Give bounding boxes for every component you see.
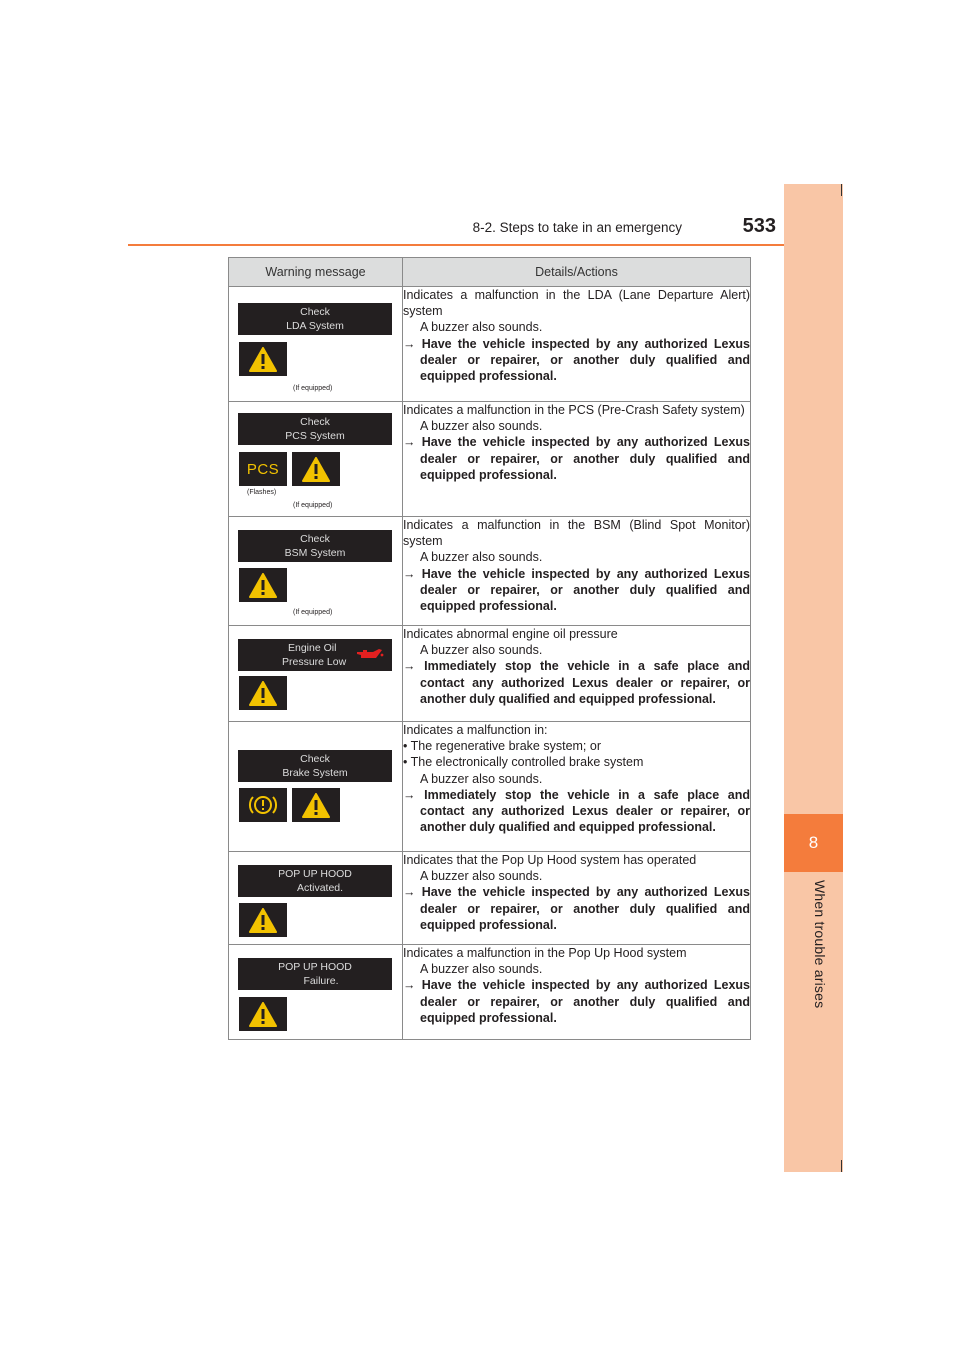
message-line: Check xyxy=(300,753,330,765)
column-header-warning-message: Warning message xyxy=(229,258,403,287)
message-line: Check xyxy=(300,533,330,545)
description-text: Indicates a malfunction in the PCS (Pre-Crash Safety system) xyxy=(403,403,745,417)
warning-triangle-icon xyxy=(239,997,287,1031)
warning-message-cell xyxy=(229,722,403,852)
buzzer-text: A buzzer also sounds. xyxy=(420,869,543,884)
action-text: → Immediately stop the vehicle in a safe place and contact any authorized Lexus dealer or repairer, or another duly qualified and equipped professional. xyxy=(403,787,750,835)
details-cell xyxy=(403,722,751,852)
action-text: → Have the vehicle inspected by any authorized Lexus dealer or repairer, or another duly qualified and equipped professional. xyxy=(403,336,750,384)
crop-mark-top xyxy=(841,184,842,196)
table-row xyxy=(229,287,751,402)
buzzer-text: A buzzer also sounds. xyxy=(420,419,543,434)
table-row xyxy=(229,626,751,722)
buzzer-text: A buzzer also sounds. xyxy=(420,771,543,786)
warning-triangle-icon xyxy=(292,788,340,822)
if-equipped-note: (If equipped) xyxy=(293,609,333,616)
buzzer-text: A buzzer also sounds. xyxy=(420,962,543,977)
action-text-body: Have the vehicle inspected by any authorized Lexus dealer or repairer, or another duly qualified and equipped professional. xyxy=(420,566,750,614)
warning-triangle-icon xyxy=(239,568,287,602)
warning-triangle-icon xyxy=(239,342,287,376)
page-number: 533 xyxy=(742,215,776,237)
warning-message-table xyxy=(228,257,751,1040)
action-text: → Have the vehicle inspected by any authorized Lexus dealer or repairer, or another duly qualified and equipped professional. xyxy=(403,885,750,932)
details-cell xyxy=(403,852,751,945)
details-cell xyxy=(403,287,751,402)
message-line: Brake System xyxy=(282,767,348,779)
action-text-body: Immediately stop the vehicle in a safe place and contact any authorized Lexus dealer or repairer, or another duly qualified and equipped professional. xyxy=(420,659,750,706)
chapter-number: 8 xyxy=(784,814,843,872)
message-line: Pressure Low xyxy=(282,656,347,668)
side-tab xyxy=(784,184,843,1172)
bullet-text: The regenerative brake system; or xyxy=(410,739,601,754)
bullet-text: The electronically controlled brake system xyxy=(410,755,644,770)
warning-message-cell xyxy=(229,517,403,626)
column-header-details-actions: Details/Actions xyxy=(403,258,751,287)
description-text: Indicates a malfunction in the Pop Up Hood system xyxy=(403,946,687,960)
warning-message-cell xyxy=(229,626,403,722)
warning-message-cell xyxy=(229,945,403,1040)
table-row xyxy=(229,945,751,1040)
description-text: Indicates a malfunction in: xyxy=(403,723,548,737)
bullet-item: • The electronically controlled brake system xyxy=(403,755,644,770)
oil-can-icon xyxy=(354,647,384,661)
message-line: Engine Oil xyxy=(288,642,337,654)
warning-message-cell xyxy=(229,287,403,402)
details-cell xyxy=(403,626,751,722)
warning-triangle-icon xyxy=(239,903,287,937)
crop-mark-bottom xyxy=(841,1160,842,1172)
header-rule xyxy=(128,244,784,246)
details-cell xyxy=(403,402,751,517)
table-row xyxy=(229,852,751,945)
action-text-body: Have the vehicle inspected by any authorized Lexus dealer or repairer, or another duly qualified and equipped professional. xyxy=(420,435,750,482)
message-line: BSM System xyxy=(284,547,346,559)
table-row xyxy=(229,722,751,852)
description-text: Indicates that the Pop Up Hood system has operated xyxy=(403,853,697,867)
message-line: Failure. xyxy=(303,975,339,987)
message-line: POP UP HOOD xyxy=(278,961,352,973)
description-text: Indicates a malfunction in the BSM (Blind Spot Monitor) system xyxy=(403,518,750,549)
warning-triangle-icon xyxy=(292,452,340,486)
display-message xyxy=(238,639,392,671)
action-text: → Immediately stop the vehicle in a safe place and contact any authorized Lexus dealer or repairer, or another duly qualified and equipped professional. xyxy=(403,659,750,706)
action-text: → Have the vehicle inspected by any authorized Lexus dealer or repairer, or another duly qualified and equipped professional. xyxy=(403,978,750,1025)
display-message xyxy=(238,303,392,335)
display-message xyxy=(238,413,392,445)
description-text: Indicates abnormal engine oil pressure xyxy=(403,627,618,641)
brake-warning-icon xyxy=(239,788,287,822)
warning-triangle-icon xyxy=(239,676,287,710)
action-text-body: Have the vehicle inspected by any authorized Lexus dealer or repairer, or another duly qualified and equipped professional. xyxy=(420,978,750,1025)
display-message xyxy=(238,958,392,990)
action-text: → Have the vehicle inspected by any authorized Lexus dealer or repairer, or another duly qualified and equipped professional. xyxy=(403,566,750,614)
flashes-note: (Flashes) xyxy=(247,489,277,496)
warning-message-cell xyxy=(229,402,403,517)
message-line: LDA System xyxy=(286,320,344,332)
table-row xyxy=(229,517,751,626)
action-text-body: Have the vehicle inspected by any authorized Lexus dealer or repairer, or another duly qualified and equipped professional. xyxy=(420,885,750,932)
table-row xyxy=(229,402,751,517)
bullet-item: • The regenerative brake system; or xyxy=(403,739,601,754)
details-cell xyxy=(403,517,751,626)
buzzer-text: A buzzer also sounds. xyxy=(420,550,543,565)
details-cell xyxy=(403,945,751,1040)
buzzer-text: A buzzer also sounds. xyxy=(420,320,543,335)
pcs-indicator xyxy=(239,452,287,486)
chapter-label: When trouble arises xyxy=(812,880,828,1009)
action-text: → Have the vehicle inspected by any authorized Lexus dealer or repairer, or another duly qualified and equipped professional. xyxy=(403,435,750,482)
pcs-label: PCS xyxy=(246,460,280,478)
display-message xyxy=(238,750,392,782)
message-line: Activated. xyxy=(296,882,344,894)
action-text-body: Have the vehicle inspected by any authorized Lexus dealer or repairer, or another duly qualified and equipped professional. xyxy=(420,336,750,384)
message-line: POP UP HOOD xyxy=(278,868,352,880)
buzzer-text: A buzzer also sounds. xyxy=(420,643,543,658)
section-title: 8-2. Steps to take in an emergency xyxy=(472,220,682,235)
action-text-body: Immediately stop the vehicle in a safe place and contact any authorized Lexus dealer or repairer, or another duly qualified and equipped professional. xyxy=(420,787,750,835)
message-line: Check xyxy=(300,306,330,318)
if-equipped-note: (If equipped) xyxy=(293,502,333,509)
display-message xyxy=(238,865,392,897)
display-message xyxy=(238,530,392,562)
if-equipped-note: (If equipped) xyxy=(293,385,333,392)
message-line: Check xyxy=(300,416,330,428)
message-line: PCS System xyxy=(285,430,345,442)
warning-message-cell xyxy=(229,852,403,945)
description-text: Indicates a malfunction in the LDA (Lane Departure Alert) system xyxy=(403,288,750,319)
